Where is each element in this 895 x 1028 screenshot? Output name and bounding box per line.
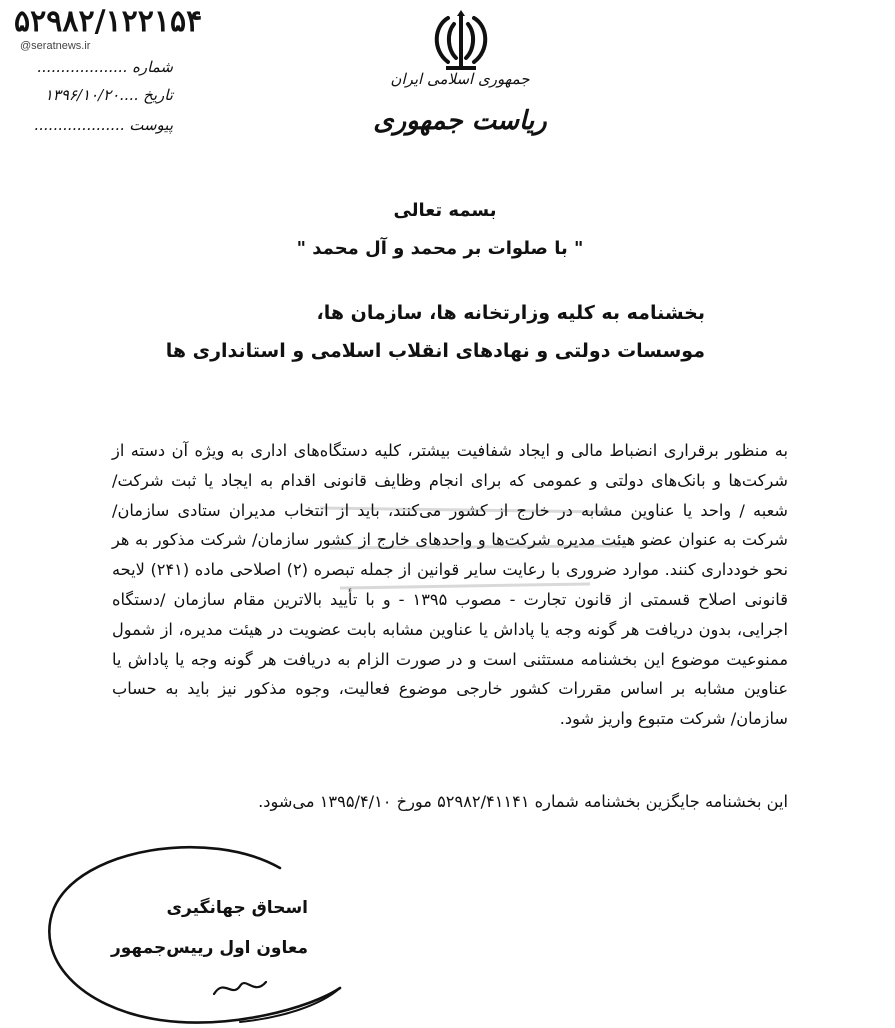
document-number: ۵۲۹۸۲/۱۲۲۱۵۴ bbox=[14, 4, 203, 39]
signature-loop-icon bbox=[40, 838, 350, 1028]
attachment-label: پیوست bbox=[129, 116, 173, 134]
letter-body bbox=[112, 436, 788, 734]
attachment-field: پیوست ................... bbox=[33, 116, 173, 134]
basmala: بسمه تعالی bbox=[393, 200, 497, 221]
iran-emblem-icon bbox=[426, 8, 496, 72]
office-name: ریاست جمهوری bbox=[373, 106, 547, 136]
number-field: شماره ................... bbox=[36, 58, 173, 76]
addressee-line-2: موسسات دولتی و نهادهای انقلاب اسلامی و استانداری ها bbox=[165, 340, 705, 362]
signer-title: معاون اول رییس‌جمهور bbox=[110, 938, 308, 958]
signature-scribble-icon bbox=[210, 968, 270, 1004]
salavat: " با صلوات بر محمد و آل محمد " bbox=[296, 238, 584, 259]
date-value: ۱۳۹۶/۱۰/۲۰ bbox=[44, 86, 120, 104]
number-label: شماره bbox=[132, 58, 173, 76]
date-field: تاریخ ....۱۳۹۶/۱۰/۲۰ bbox=[44, 86, 173, 104]
closing-line: این بخشنامه جایگزین بخشنامه شماره ۵۲۹۸۲/۴۱۱۴۱ مورخ ۱۳۹۵/۴/۱۰ می‌شود. bbox=[258, 792, 788, 811]
body-paragraph: به منظور برقراری انضباط مالی و ایجاد شفافیت بیشتر، کلیه دستگاه‌های اداری به ویژه آن دسته از شرکت‌ها و بانک‌های دولتی و عمومی که برای انجام وظایف قانونی اقدام به ایجاد یا ثبت شرکت/ شعبه / واحد یا عناوین مشابه در خارج از کشور می‌کنند، باید از انتخاب مدیران ستادی سازمان/ شرکت به عنوان عضو هیئت مدیره شرکت‌ها و واحدهای خارج از کشور سازمان/ شرکت مذکور به هر نحو خودداری کنند. موارد ضروری با رعایت سایر قوانین از جمله تبصره (۲) اصلاحی ماده (۲۴۱) لایحه قانونی اصلاح قسمتی از قانون تجارت - مصوب ۱۳۹۵ - و با تأیید بالاترین مقام سازمان /دستگاه اجرایی، بدون دریافت هر گونه وجه یا پاداش یا عناوین مشابه بابت عضویت در هیئت مدیره، از شمول ممنوعیت موضوع این بخشنامه مستثنی است و در صورت الزام به دریافت هر گونه وجه یا پاداش یا عناوین مشابه بر اساس مقررات کشور خارجی موضوع فعالیت، وجوه مذکور نیز باید به حساب سازمان/ شرکت متبوع واریز شود. bbox=[112, 441, 788, 729]
watermark: @seratnews.ir bbox=[20, 40, 91, 52]
signer-name: اسحاق جهانگیری bbox=[166, 898, 308, 918]
date-label: تاریخ bbox=[143, 86, 173, 104]
addressee-line-1: بخشنامه به کلیه وزارتخانه ها، سازمان ها، bbox=[316, 302, 705, 324]
country-name: جمهوری اسلامی ایران bbox=[390, 70, 530, 88]
